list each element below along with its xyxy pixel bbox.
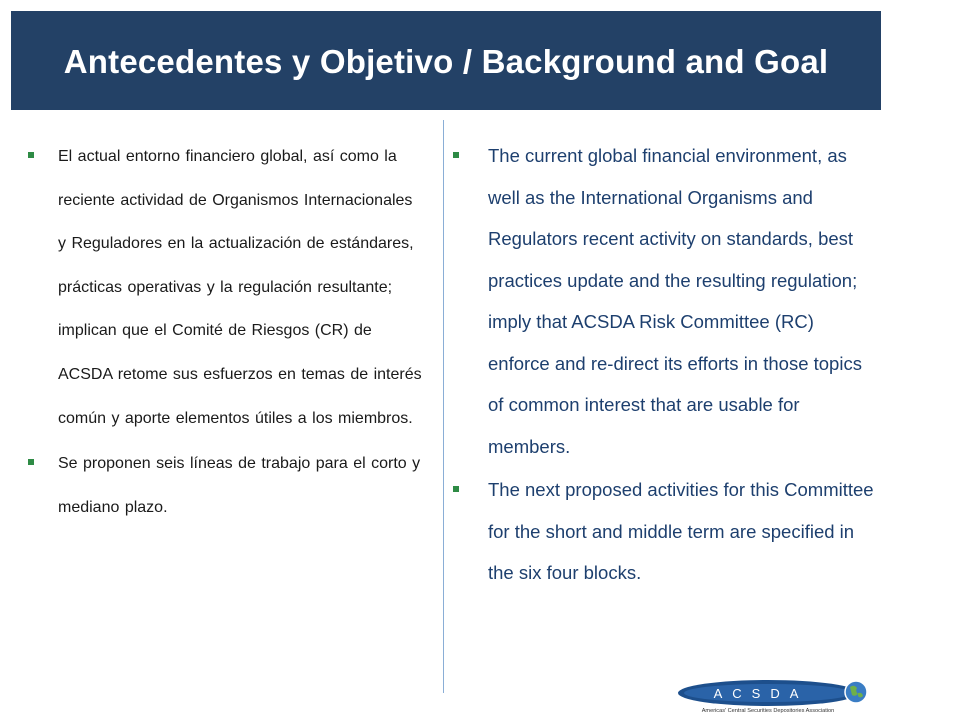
spanish-bullet-2 <box>24 442 424 529</box>
square-bullet-icon <box>453 486 459 492</box>
column-divider <box>443 120 444 693</box>
square-bullet-icon <box>453 152 459 158</box>
globe-icon <box>845 681 867 703</box>
page-title: Antecedentes y Objetivo / Background and Goal <box>63 42 829 80</box>
square-bullet-icon <box>28 459 34 465</box>
title-banner <box>11 11 881 110</box>
english-bullet-1 <box>452 135 877 467</box>
square-bullet-icon <box>28 152 34 158</box>
english-column <box>452 135 877 594</box>
spanish-bullet-1 <box>24 135 424 440</box>
spanish-bullet-text: El actual entorno financiero global, así como la reciente actividad de Organismos Internacionales y Reguladores en la actualización de estándares, prácticas operativas y la regulación resultante; implican que el Comité de Riesgos (CR) de ACSDA retome sus esfuerzos en temas de interés común y aporte elementos útiles a los miembros. <box>58 148 422 427</box>
spanish-column <box>24 135 424 529</box>
english-bullet-text: The next proposed activities for this Committee for the short and middle term are specified in the six four blocks. <box>488 479 874 583</box>
english-bullet-text: The current global financial environment, as well as the International Organisms and Regulators recent activity on standards, best practices update and the resulting regulation; imply that ACSDA Risk Committee (RC) enforce and re-direct its efforts in those topics of common interest that are usable for members. <box>488 145 862 457</box>
spanish-bullet-text: Se proponen seis líneas de trabajo para el corto y mediano plazo. <box>58 455 421 516</box>
logo-wordmark: ACSDA <box>713 686 809 701</box>
acsda-logo <box>676 677 872 715</box>
english-bullet-2 <box>452 469 877 594</box>
logo-tagline: Americas' Central Securities Depositories Association <box>701 708 835 714</box>
